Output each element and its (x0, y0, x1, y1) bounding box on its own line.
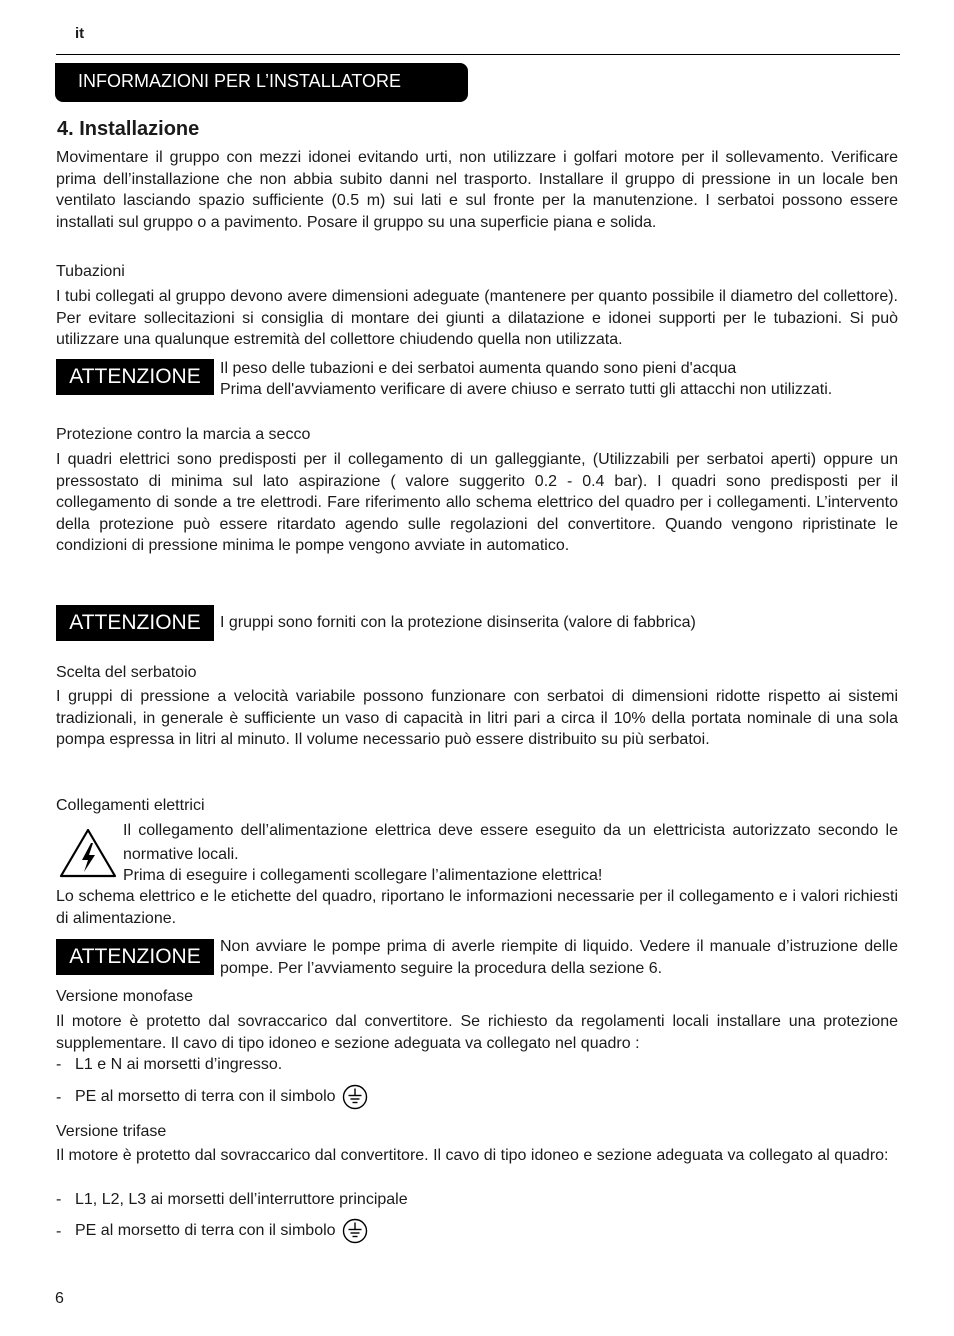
monofase-item-1: L1 e N ai morsetti d’ingresso. (75, 1056, 283, 1073)
attenzione-label-3: ATTENZIONE (56, 939, 214, 975)
tubazioni-paragraph: I tubi collegati al gruppo devono avere dimensioni adeguate (mantenere per quanto possibile il diametro del collettore). Per evitare sollecitazioni si consiglia di montare dei giunti a dilatazione e idonei supporti per le tubazioni. Si può utilizzare una qualunque estremità del collettore chiudendo quella non utilizzata. (56, 288, 898, 348)
monofase-item-2-text: PE al morsetto di terra con il simbolo (75, 1088, 336, 1106)
monofase-paragraph: Il motore è protetto dal sovraccarico dal convertitore. Se richiesto da regolamenti locali installare una protezione supplementare. Il cavo di tipo idoneo e sezione adeguata va collegato nel quadro : (56, 1013, 898, 1052)
intro-paragraph: Movimentare il gruppo con mezzi idonei evitando urti, non utilizzare i golfari motore per il sollevamento. Verificare prima dell’installazione che non abbia subito danni nel trasporto. Installare il gruppo di pressione in un locale ben ventilato lasciando spazio sufficiente (0.5 m) sui lati e sul fronte per la manutenzione. I serbatoi possono essere installati sul gruppo o a pavimento. Posare il gruppo su una superficie piana e solida. (56, 149, 898, 231)
trifase-item-2 (75, 1218, 368, 1244)
header-rule (56, 54, 900, 55)
protezione-paragraph: I quadri elettrici sono predisposti per il collegamento di un galleggiante, (Utilizzabili per serbatoi aperti) oppure un pressostato di minima sul lato aspirazione ( valore suggerito 0.2 - 0.4 bar). I quadri sono predisposti per il collegamento di sonde a tre elettrodi. Fare riferimento allo schema elettrico del quadro per i collegamenti. L’intervento della protezione può essere ritardato agendo sulle regolazioni del convertitore. Quando vengono ripristinate le condizioni di pressione minima le pompe vengono avviate in automatico. (56, 451, 898, 554)
trifase-heading: Versione trifase (56, 1123, 167, 1140)
monofase-item-2 (75, 1084, 368, 1110)
attenzione-note-3: Non avviare le pompe prima di averle riempite di liquido. Vedere il manuale d’istruzione delle pompe. Per l’avviamento seguire la procedura della sezione 6. (220, 938, 898, 977)
attenzione-note-2: I gruppi sono forniti con la protezione disinserita (valore di fabbrica) (220, 614, 696, 631)
attenzione-label-2: ATTENZIONE (56, 605, 214, 641)
trifase-item-1: L1, L2, L3 ai morsetti dell’interruttore principale (75, 1191, 408, 1208)
list-marker: - (56, 1089, 62, 1106)
page-number: 6 (55, 1290, 64, 1307)
list-marker: - (56, 1223, 62, 1240)
attenzione-note-1-line-1: Il peso delle tubazioni e dei serbatoi aumenta quando sono pieni d'acqua (220, 360, 737, 377)
ground-symbol-icon (342, 1218, 368, 1244)
tubazioni-heading: Tubazioni (56, 263, 125, 280)
section-banner: INFORMAZIONI PER L’INSTALLATORE (55, 63, 468, 102)
monofase-heading: Versione monofase (56, 988, 193, 1005)
collegamenti-heading: Collegamenti elettrici (56, 797, 205, 814)
section-title: 4. Installazione (57, 118, 200, 140)
language-code: it (75, 25, 85, 42)
ground-symbol-icon (342, 1084, 368, 1110)
collegamenti-warning-text-2: Prima di eseguire i collegamenti scollegare l’alimentazione elettrica! (123, 867, 603, 884)
attenzione-label-1: ATTENZIONE (56, 359, 214, 395)
serbatoio-heading: Scelta del serbatoio (56, 664, 197, 681)
collegamenti-warning-text: Il collegamento dell’alimentazione elettrica deve essere eseguito da un elettricista autorizzato secondo le normative locali. (123, 822, 898, 863)
protezione-heading: Protezione contro la marcia a secco (56, 426, 311, 443)
electric-hazard-icon (58, 827, 118, 879)
trifase-paragraph: Il motore è protetto dal sovraccarico dal convertitore. Il cavo di tipo idoneo e sezione adeguata va collegato al quadro: (56, 1147, 889, 1164)
attenzione-note-1-line-2: Prima dell'avviamento verificare di avere chiuso e serrato tutti gli attacchi non utilizzati. (220, 381, 833, 398)
collegamenti-paragraph: Lo schema elettrico e le etichette del quadro, riportano le informazioni necessarie per il collegamento e i valori richiesti di alimentazione. (56, 888, 898, 927)
trifase-item-2-text: PE al morsetto di terra con il simbolo (75, 1222, 336, 1240)
list-marker: - (56, 1191, 62, 1208)
serbatoio-paragraph: I gruppi di pressione a velocità variabile possono funzionare con serbatoi di dimensioni ridotte rispetto ai sistemi tradizionali, in generale è sufficiente un vaso di capacità in litri pari a circa il 10% della portata nominale di una sola pompa espressa in litri al minuto. Il volume necessario può essere distribuito su più serbatoi. (56, 688, 898, 748)
list-marker: - (56, 1056, 62, 1073)
